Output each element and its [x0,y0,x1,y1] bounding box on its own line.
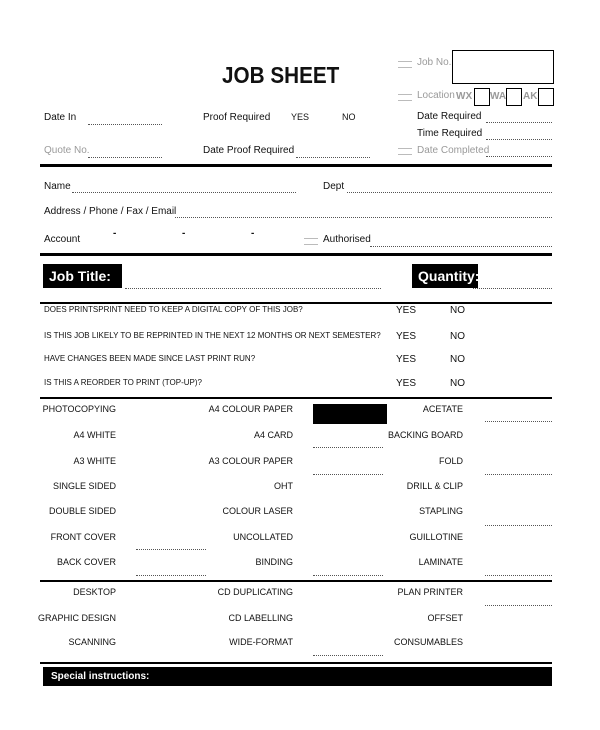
proof-required-label: Proof Required [203,112,271,123]
divider [40,662,552,664]
date-proof-required-label: Date Proof Required [203,145,295,156]
account-separator: - [113,228,117,239]
address-label: Address / Phone / Fax / Email [44,206,177,217]
quote-no-field[interactable] [88,157,162,158]
option-label[interactable]: BINDING [255,557,293,567]
option-label[interactable]: ACETATE [422,404,463,414]
option-field[interactable] [136,575,206,576]
option-field[interactable] [485,575,552,576]
dept-field[interactable] [347,192,552,193]
option-label[interactable]: FRONT COVER [50,532,116,542]
date-completed-label: Date Completed [417,145,490,156]
account-label: Account [44,234,81,245]
job-no-label: Job No. [417,57,452,68]
proof-no-option[interactable]: NO [342,112,356,122]
option-label[interactable]: A3 WHITE [73,456,116,466]
quantity-label: Quantity: [412,264,478,288]
question-text: IS THIS JOB LIKELY TO BE REPRINTED IN THE NEXT 12 MONTHS OR NEXT SEMESTER? [44,331,381,340]
proof-yes-option[interactable]: YES [291,112,310,122]
option-label[interactable]: A4 WHITE [73,430,116,440]
special-instructions-label: Special instructions: [43,667,552,686]
option-label[interactable]: SINGLE SIDED [52,481,116,491]
location-label: Location [417,90,455,101]
service-label[interactable]: CONSUMABLES [393,637,463,647]
question-text: DOES PRINTSPRINT NEED TO KEEP A DIGITAL COPY OF THIS JOB? [44,305,303,314]
option-label[interactable]: COLOUR LASER [222,506,293,516]
date-required-field[interactable] [486,122,552,123]
question-yes-option[interactable]: YES [396,331,417,342]
service-label[interactable]: WIDE-FORMAT [229,637,293,647]
option-field[interactable] [485,525,552,526]
option-field[interactable] [136,549,206,550]
question-yes-option[interactable]: YES [396,378,417,389]
location-wx-label: WX [456,91,473,102]
question-no-option[interactable]: NO [450,331,465,342]
service-label[interactable]: OFFSET [427,613,463,623]
question-text: IS THIS A REORDER TO PRINT (TOP-UP)? [44,378,202,387]
option-label[interactable]: PHOTOCOPYING [42,404,116,414]
option-label[interactable]: FOLD [438,456,463,466]
question-no-option[interactable]: NO [450,378,465,389]
quote-no-label: Quote No. [44,145,90,156]
service-label[interactable]: PLAN PRINTER [397,587,463,597]
address-field[interactable] [175,217,552,218]
option-label[interactable]: LAMINATE [418,557,463,567]
option-label[interactable]: A4 CARD [253,430,293,440]
job-no-field[interactable] [452,50,554,84]
account-separator: - [182,228,186,239]
question-yes-option[interactable]: YES [396,305,417,316]
location-ak-checkbox[interactable] [538,88,554,106]
divider [40,580,552,582]
question-text: HAVE CHANGES BEEN MADE SINCE LAST PRINT RUN? [44,354,256,363]
time-required-field[interactable] [486,139,552,140]
divider [40,397,552,399]
account-separator: - [251,228,255,239]
location-wx-checkbox[interactable] [474,88,490,106]
option-label[interactable]: UNCOLLATED [233,532,293,542]
option-label[interactable]: OHT [274,481,293,491]
date-proof-required-field[interactable] [296,157,370,158]
name-field[interactable] [72,192,296,193]
date-in-field[interactable] [88,124,162,125]
option-field[interactable] [313,575,383,576]
question-yes-option[interactable]: YES [396,354,417,365]
time-required-label: Time Required [417,128,483,139]
option-label[interactable]: STAPLING [419,506,463,516]
divider [40,253,552,256]
option-label[interactable]: BACKING BOARD [387,430,463,440]
option-label[interactable]: DRILL & CLIP [406,481,463,491]
location-wa-checkbox[interactable] [506,88,522,106]
service-label[interactable]: CD LABELLING [228,613,293,623]
option-label[interactable]: BACK COVER [56,557,116,567]
divider [40,302,552,304]
job-title-field[interactable] [125,288,381,289]
date-required-label: Date Required [417,111,482,122]
divider [40,164,552,167]
quantity-field[interactable] [473,288,552,289]
job-title-label: Job Title: [43,264,122,288]
option-field[interactable] [313,447,383,448]
date-in-label: Date In [44,112,77,123]
option-label[interactable]: A3 COLOUR PAPER [208,456,293,466]
authorised-label: Authorised [323,234,371,245]
option-label[interactable]: GUILLOTINE [409,532,463,542]
location-wa-label: WA [490,91,507,102]
service-label[interactable]: SCANNING [68,637,116,647]
name-label: Name [44,181,71,192]
option-field[interactable] [313,655,383,656]
option-field[interactable] [485,421,552,422]
page-title: JOB SHEET [222,62,340,88]
option-label[interactable]: DOUBLE SIDED [48,506,116,516]
question-no-option[interactable]: NO [450,305,465,316]
option-field[interactable] [313,474,383,475]
authorised-field[interactable] [370,246,552,247]
question-no-option[interactable]: NO [450,354,465,365]
dept-label: Dept [323,181,345,192]
service-label[interactable]: GRAPHIC DESIGN [37,613,116,623]
option-field[interactable] [485,474,552,475]
redacted-box [313,404,387,424]
option-label[interactable]: A4 COLOUR PAPER [208,404,293,414]
service-label[interactable]: CD DUPLICATING [217,587,293,597]
option-field[interactable] [485,605,552,606]
location-ak-label: AK [523,91,538,102]
date-completed-field[interactable] [486,156,552,157]
service-label[interactable]: DESKTOP [73,587,116,597]
